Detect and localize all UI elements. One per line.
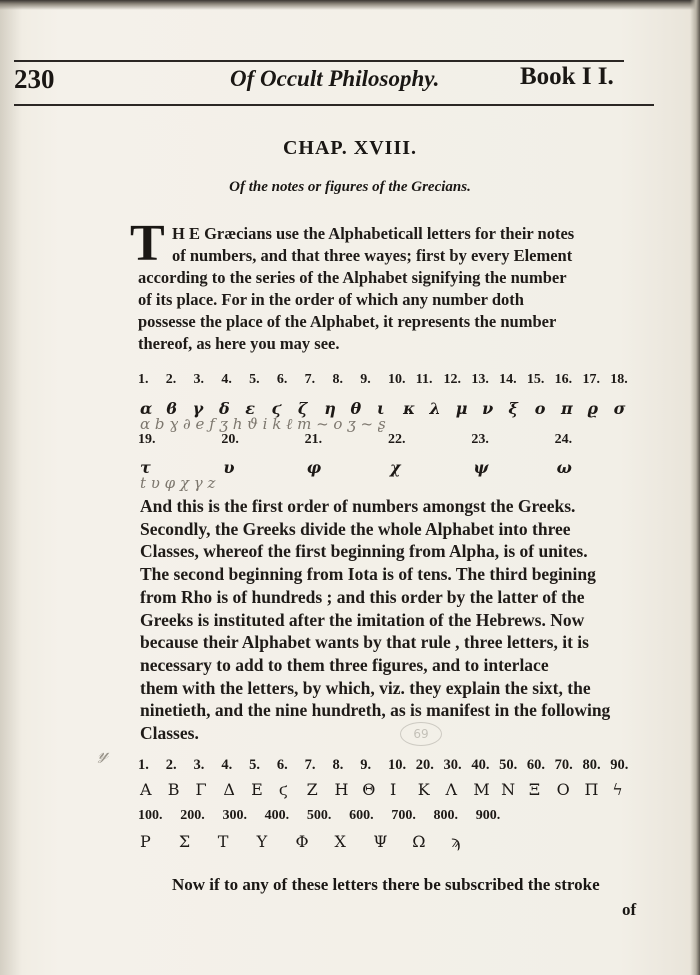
numeral: 9. — [360, 757, 372, 773]
greek-letter: α — [140, 399, 153, 418]
numeral: 100. — [138, 808, 163, 823]
greek-capital: Ψ — [373, 832, 388, 851]
greek-capital: Μ — [473, 780, 490, 799]
greek-letter: ω — [556, 458, 572, 477]
numeral: 18. — [610, 372, 628, 387]
text-line: from Rho is of hundreds ; and this order by the latter of the — [140, 586, 585, 607]
text-line: because their Alphabet wants by that rule , three letters, it is — [140, 632, 589, 653]
numeral: 20. — [221, 432, 239, 447]
numeral: 40. — [471, 757, 490, 773]
greek-capital: Ι — [390, 780, 397, 799]
greek-capital: Ε — [251, 780, 263, 799]
numeral: 2. — [165, 757, 177, 773]
numeral: 400. — [264, 808, 290, 823]
greek-capital: Α — [140, 780, 152, 799]
page-number: 230 — [14, 64, 55, 94]
paragraph-intro-continued — [138, 267, 628, 355]
numeral: 500. — [306, 808, 332, 823]
greek-letter: η — [324, 399, 336, 418]
book-label: Book I I. — [520, 63, 614, 90]
numeral: 3. — [193, 372, 205, 387]
numeral: 15. — [526, 372, 545, 387]
greek-capital: Υ — [256, 832, 268, 851]
numeral: 2. — [165, 372, 177, 387]
numeral: 13. — [471, 372, 489, 387]
numeral: 300. — [222, 808, 247, 823]
numeral: 24. — [554, 432, 573, 447]
text-line: The second beginning from Iota is of tens. The third begining — [140, 564, 596, 585]
greek-capital: Θ — [362, 780, 376, 799]
greek-letter: τ — [140, 458, 151, 477]
numeral: 23. — [471, 432, 489, 447]
chapter-title: CHAP. XVIII. — [282, 137, 418, 159]
greek-letter: σ — [613, 399, 626, 418]
numeral: 6. — [276, 757, 288, 773]
numeral: 10. — [388, 757, 407, 773]
greek-capital: Γ — [195, 780, 207, 799]
numeral: 700. — [391, 808, 416, 823]
greek-capital: ϛ — [278, 780, 288, 799]
page-top-shadow — [0, 0, 700, 10]
numeral: 11. — [415, 372, 433, 387]
numeral: 20. — [415, 757, 434, 773]
numeral: 12. — [443, 372, 462, 387]
numeral: 4. — [221, 372, 232, 387]
greek-letter: υ — [223, 458, 235, 477]
greek-capital: Η — [334, 780, 349, 799]
numeral: 70. — [554, 757, 573, 773]
numeral: 600. — [349, 808, 374, 823]
greek-capital: Δ — [223, 780, 235, 799]
greek-letter: ϱ — [587, 399, 598, 418]
greek-letter: ε — [245, 399, 255, 418]
text-line: Greeks is instituted after the imitation of the Hebrews. Now — [140, 609, 585, 630]
greek-capital: ϡ — [451, 832, 461, 851]
numeral: 21. — [304, 432, 323, 447]
greek-letter: ν — [482, 399, 494, 418]
numeral: 14. — [499, 372, 517, 387]
greek-capital: Ξ — [528, 780, 541, 799]
greek-letter: ο — [534, 399, 546, 418]
greek-letter: ϐ — [166, 399, 177, 418]
text-line: possesse the place of the Alphabet, it represents the number — [138, 312, 557, 331]
greek-letter: π — [561, 399, 573, 418]
greek-capital: ϟ — [612, 780, 623, 799]
numeral: 7. — [304, 372, 316, 387]
header-bottom-rule — [14, 104, 654, 106]
greek-capital: Β — [167, 780, 180, 799]
handwritten-annotation-row: t υ φ χ γ z — [140, 474, 216, 492]
greek-letter: θ — [350, 399, 362, 418]
greek-letter: μ — [455, 399, 468, 418]
greek-capital: Ζ — [306, 780, 318, 799]
running-title: Of Occult Philosophy. — [230, 66, 440, 91]
numeral: 19. — [138, 432, 156, 447]
handwritten-annotation-row: α b ɣ ∂ e ƒ ʒ h ϑ i k ℓ m ~ ο ʒ ~ ʂ — [140, 415, 386, 433]
greek-capital: Λ — [445, 780, 458, 799]
paragraph-classes — [140, 495, 640, 745]
text-line: And this is the first order of numbers amongst the Greeks. — [140, 496, 576, 516]
numeral: 10. — [388, 372, 406, 387]
greek-letter: γ — [192, 399, 204, 418]
numeral: 8. — [332, 372, 343, 387]
numeral: 9. — [360, 372, 371, 387]
numeral: 90. — [610, 757, 629, 773]
greek-letter: ι — [376, 399, 385, 418]
greek-letter: χ — [390, 458, 401, 477]
numeral: 6. — [276, 372, 288, 387]
greek-capital: Χ — [334, 832, 346, 851]
numeral: 16. — [554, 372, 573, 387]
numeral: 80. — [582, 757, 601, 773]
final-text-line: Now if to any of these letters there be subscribed the stroke — [172, 875, 600, 894]
numeral: 7. — [304, 757, 316, 773]
header-top-rule — [14, 60, 624, 62]
text-line: ninetieth, and the nine hundreth, as is manifest in the following — [140, 700, 611, 721]
numeral: 60. — [526, 757, 545, 773]
greek-capital: Ν — [501, 780, 516, 799]
faint-stamp-mark: 69 — [400, 722, 442, 746]
text-line: according to the series of the Alphabet signifying the number — [138, 268, 567, 287]
greek-capital: Π — [584, 780, 599, 799]
greek-capital: Φ — [295, 832, 309, 851]
numeral: 900. — [475, 808, 501, 823]
text-line: H E Græcians use the Alphabeticall letters for their notes — [172, 224, 575, 243]
text-line: Classes. — [140, 723, 199, 744]
numeral: 800. — [433, 808, 459, 823]
greek-letter: λ — [429, 399, 441, 418]
numeral: 3. — [193, 757, 205, 773]
drop-cap: T — [130, 215, 165, 272]
greek-letter: φ — [306, 458, 322, 477]
greek-capital: Ω — [412, 832, 426, 851]
numeral: 5. — [249, 757, 260, 773]
text-line: them with the letters, by which, viz. they explain the sixt, the — [140, 677, 591, 698]
text-line: of numbers, and that three wayes; first by every Element — [172, 246, 573, 265]
numeral: 4. — [221, 757, 233, 773]
greek-letter: δ — [218, 399, 230, 418]
catchword: of — [622, 900, 637, 919]
numeral: 22. — [388, 432, 406, 447]
text-line: thereof, as here you may see. — [138, 334, 340, 353]
numeral: 17. — [582, 372, 600, 387]
greek-capital: Σ — [178, 832, 191, 851]
text-line: Classes, whereof the first beginning from Alpha, is of unites. — [140, 541, 588, 562]
greek-letter: ϛ — [271, 399, 282, 418]
text-line: of its place. For in the order of which any number doth — [138, 290, 524, 309]
numeral: 5. — [249, 372, 260, 387]
margin-mark: 𝓎 — [98, 743, 109, 764]
greek-letter: ξ — [508, 399, 518, 418]
greek-capital: Ρ — [140, 832, 151, 851]
numeral: 1. — [138, 757, 149, 773]
chapter-subtitle: Of the notes or figures of the Grecians. — [229, 179, 471, 195]
numeral: 200. — [180, 808, 205, 823]
greek-capital: Ο — [556, 780, 570, 799]
text-line: necessary to add to them three figures, and to interlace — [140, 654, 549, 675]
greek-letter: ψ — [473, 458, 489, 477]
numeral: 30. — [443, 757, 462, 773]
paragraph-intro — [172, 223, 627, 267]
numeral: 8. — [332, 757, 344, 773]
numeral: 50. — [499, 757, 518, 773]
numeral: 1. — [138, 372, 149, 387]
greek-capital: Κ — [417, 780, 430, 799]
greek-letter: κ — [403, 399, 416, 418]
greek-letter: ζ — [297, 399, 308, 418]
text-line: Secondly, the Greeks divide the whole Alphabet into three — [140, 518, 571, 539]
greek-capital: Τ — [217, 832, 229, 851]
